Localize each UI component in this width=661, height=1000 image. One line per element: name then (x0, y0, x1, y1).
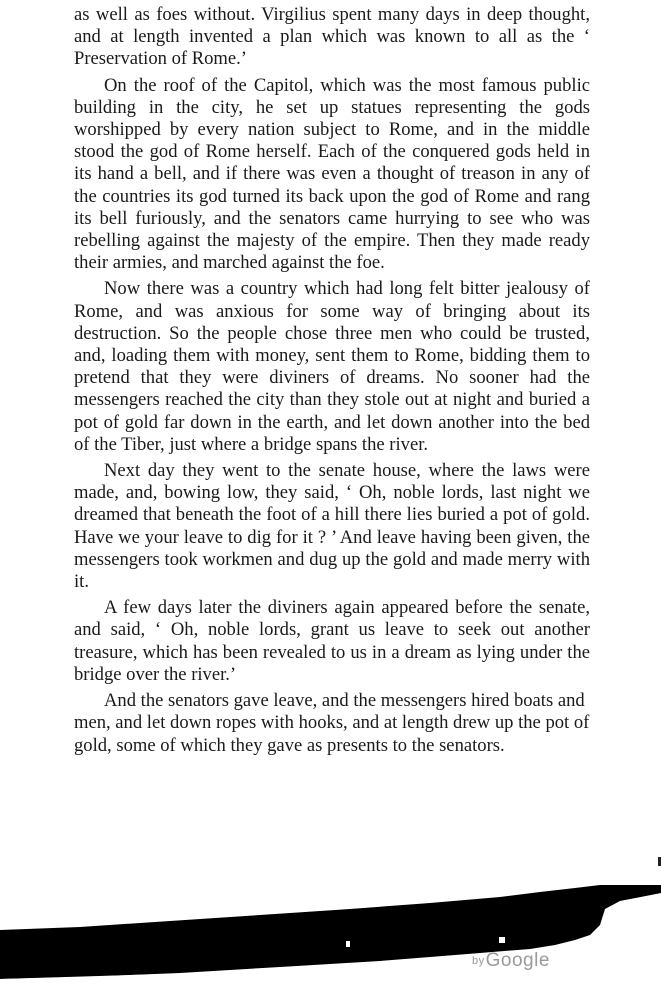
paragraph-jealous-country: Now there was a country which had long felt bitter jealousy of Rome, and was anxious for some way of bringing about its destruction. So the people chose three men who could be trusted, and, loading them with money, sent them to Rome, bidding them to pretend that they were diviners of dreams. No sooner had the messengers reached the city than they stole out at night and buried a pot of gold far down in the earth, and let down another into the bed of the Tiber, just where a bridge spans the river. (74, 278, 590, 455)
scan-dot-right (499, 937, 505, 943)
scan-shadow-band (0, 885, 661, 1000)
page-body-text (74, 4, 590, 761)
scan-dot-left (346, 941, 350, 947)
google-watermark (472, 950, 550, 972)
paragraph-continuation: as well as foes without. Virgilius spent many days in deep thought, and at length invented a plan which was known to all as the ‘ Preservation of Rome.’ (74, 4, 590, 70)
watermark-prefix: by (472, 955, 485, 967)
paragraph-senate-house: Next day they went to the senate house, where the laws were made, and, bowing low, they said, ‘ Oh, noble lords, last night we dreamed that beneath the foot of a hill there lies buried a pot of gold. Have we your leave to dig for it ? ’ And leave having been given, the messengers took workmen and dug up the gold and made merry with it. (74, 460, 590, 593)
paragraph-senators-leave: And the senators gave leave, and the messengers hired boats and men, and let down ropes with hooks, and at length drew up the pot of gold, some of which they gave as presents to the senators. (74, 690, 590, 756)
paragraph-diviners-return: A few days later the diviners again appeared before the senate, and said, ‘ Oh, noble lords, grant us leave to seek out another treasure, which has been revealed to us in a dream as lying under the bridge over the river.’ (74, 597, 590, 685)
watermark-brand: Google (485, 950, 550, 971)
paragraph-capitol-statues: On the roof of the Capitol, which was the most famous public building in the city, he set up statues representing the gods worshipped by every nation subject to Rome, and in the middle stood the god of Rome herself. Each of the conquered gods held in its hand a bell, and if there was even a thought of treason in any of the countries its god turned its back upon the god of Rome and rang its bell furiously, and the senators came hurrying to see who was rebelling against the majesty of the empire. Then they made ready their armies, and marched against the foe. (74, 74, 590, 274)
